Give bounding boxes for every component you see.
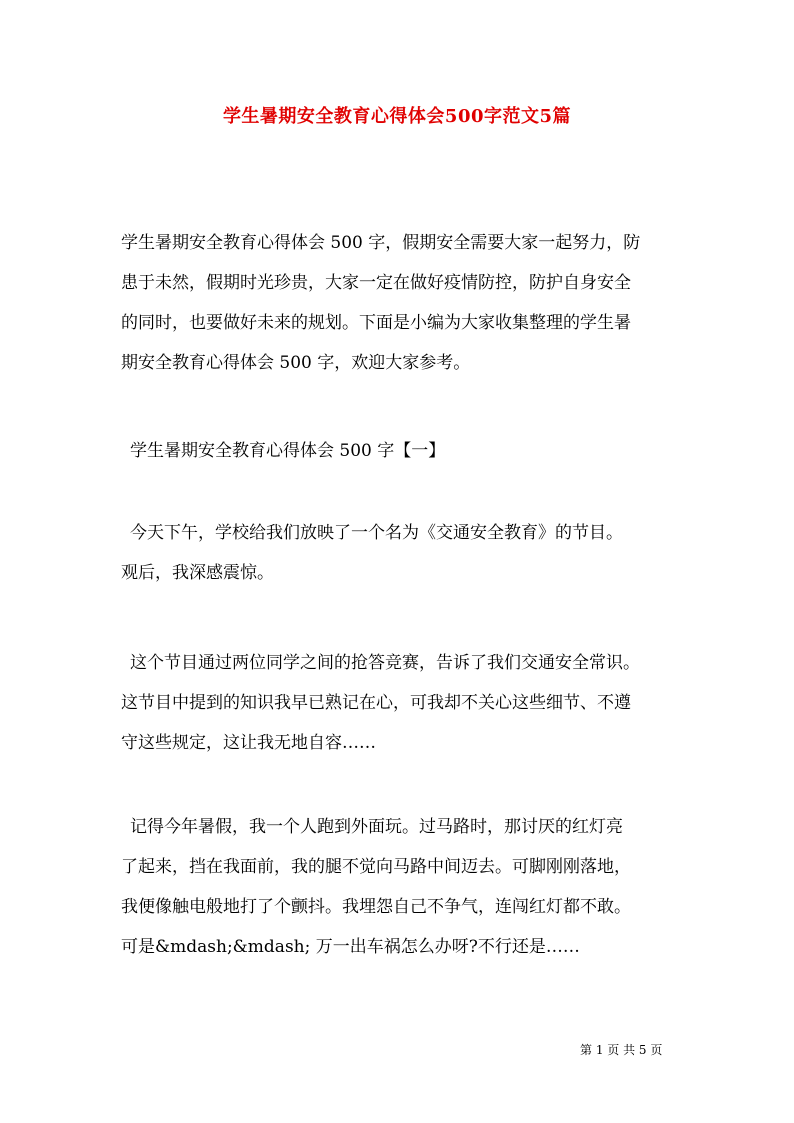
paragraph-line: 这节目中提到的知识我早已熟记在心，可我却不关心这些细节、不遵: [121, 693, 631, 713]
paragraph-line: 守这些规定，这让我无地自容……: [121, 733, 376, 753]
section-heading: 学生暑期安全教育心得体会 500 字【一】: [130, 441, 446, 461]
page-number: 第 1 页 共 5 页: [580, 1043, 663, 1057]
intro-line: 的同时，也要做好未来的规划。下面是小编为大家收集整理的学生暑: [121, 313, 631, 333]
paragraph-line: 今天下午，学校给我们放映了一个名为《交通安全教育》的节目。: [130, 523, 623, 543]
paragraph-line: 了起来，挡在我面前，我的腿不觉向马路中间迈去。可脚刚刚落地，: [121, 857, 631, 877]
intro-line: 患于未然，假期时光珍贵，大家一定在做好疫情防控，防护自身安全: [121, 273, 631, 293]
intro-line: 学生暑期安全教育心得体会 500 字，假期安全需要大家一起努力，防: [121, 233, 641, 253]
paragraph-line: 我便像触电般地打了个颤抖。我埋怨自己不争气，连闯红灯都不敢。: [121, 897, 631, 917]
intro-line: 期安全教育心得体会 500 字，欢迎大家参考。: [121, 353, 471, 373]
paragraph-line: 可是&mdash;&mdash; 万一出车祸怎么办呀?不行还是……: [121, 937, 580, 957]
paragraph-line: 这个节目通过两位同学之间的抢答竞赛，告诉了我们交通安全常识。: [130, 653, 640, 673]
paragraph-line: 观后，我深感震惊。: [121, 563, 274, 583]
paragraph-line: 记得今年暑假，我一个人跑到外面玩。过马路时，那讨厌的红灯亮: [130, 817, 623, 837]
document-title: 学生暑期安全教育心得体会500字范文5篇: [222, 106, 572, 127]
